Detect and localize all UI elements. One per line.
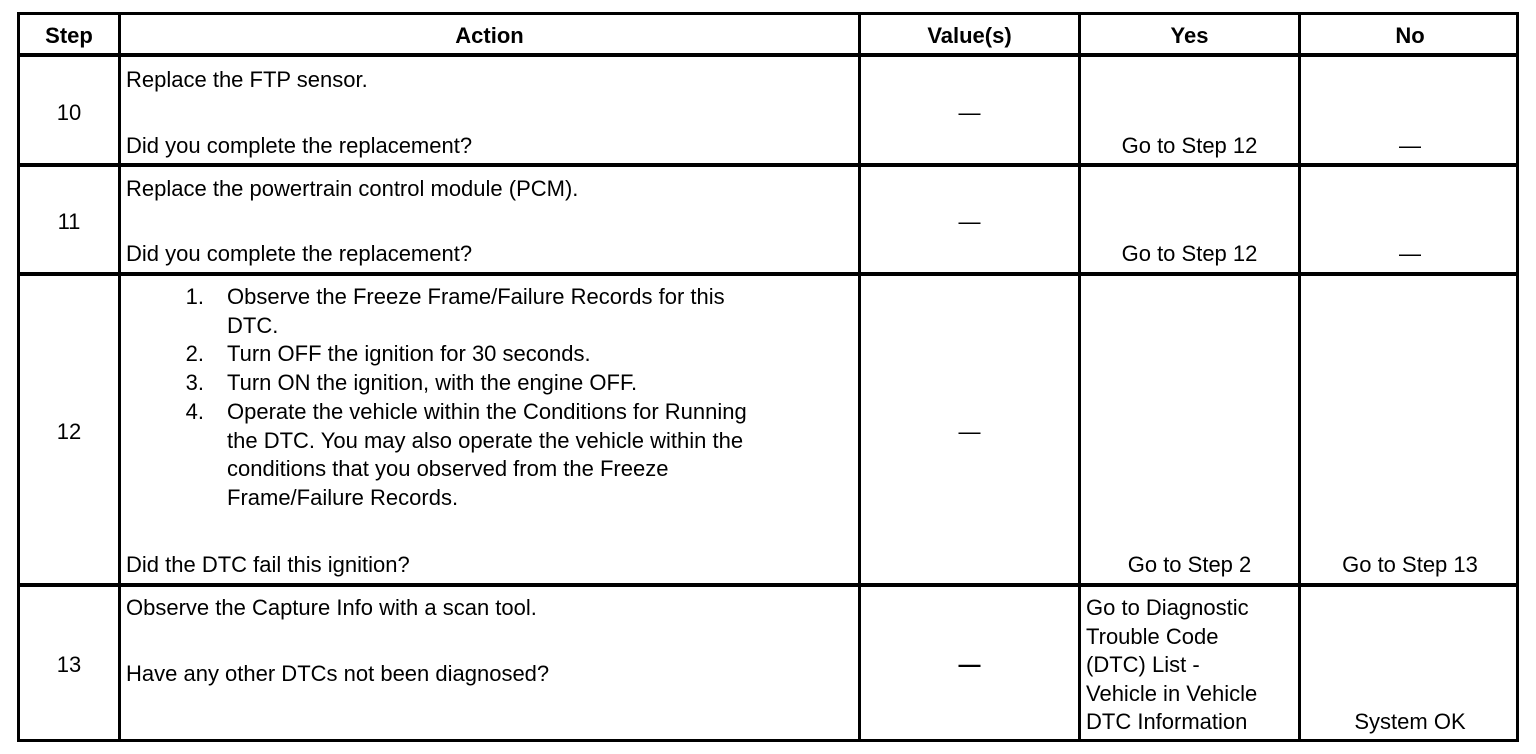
no-cell: System OK [1354,709,1466,734]
value-cell: — [958,100,981,125]
list-text [227,398,747,512]
list-item [180,369,638,398]
yes-cell: Go to Step 12 [1121,133,1258,158]
header-action: Action [455,23,524,48]
column-divider [118,15,121,739]
no-cell: — [1399,241,1421,266]
action-question: Did you complete the replacement? [126,133,473,158]
value-cell: — [958,652,981,677]
row-divider [20,163,1516,167]
list-item [180,398,747,510]
yes-line: DTC Information [1086,709,1248,734]
list-line: Turn ON the ignition, with the engine OFF. [227,370,638,395]
action-question: Did the DTC fail this ignition? [126,552,410,577]
value-cell: — [958,209,981,234]
list-number: 3. [185,370,204,395]
list-text [227,340,591,369]
yes-line: Trouble Code [1086,623,1219,649]
list-item [180,340,591,369]
row-divider [20,53,1516,57]
list-text [227,369,637,398]
column-divider [1078,15,1081,739]
step-number: 10 [56,100,82,125]
list-text [227,283,725,340]
yes-line: Vehicle in Vehicle [1086,680,1258,706]
action-question: Did you complete the replacement? [126,241,473,266]
yes-cell [1086,594,1257,737]
action-question: Have any other DTCs not been diagnosed? [126,661,550,686]
list-line: Operate the vehicle within the Conditions for Running [227,399,747,424]
step-number: 12 [56,419,82,444]
list-line: Turn OFF the ignition for 30 seconds. [227,341,591,366]
step-number: 13 [56,652,82,677]
action-text: Replace the FTP sensor. [126,67,368,92]
list-line: DTC. [227,312,279,338]
header-step: Step [45,23,93,48]
yes-line: (DTC) List - [1086,652,1200,677]
value-cell: — [958,419,981,444]
list-number: 2. [185,341,204,366]
header-values: Value(s) [927,23,1012,48]
no-cell: Go to Step 13 [1342,552,1478,577]
list-number: 1. [185,284,204,309]
action-text: Replace the powertrain control module (PCM). [126,176,579,201]
diagnostic-table [17,12,1519,742]
yes-cell: Go to Step 2 [1127,552,1252,577]
action-text: Observe the Capture Info with a scan tool. [126,595,537,620]
header-no: No [1395,23,1425,48]
row-divider [20,583,1516,587]
list-line: conditions that you observed from the Freeze [227,456,669,481]
step-number: 11 [57,209,81,234]
list-item [180,283,725,338]
list-line: the DTC. You may also operate the vehicle within the [227,427,744,453]
column-divider [1298,15,1301,739]
row-divider [20,272,1516,276]
header-yes: Yes [1170,23,1209,48]
yes-line: Go to Diagnostic [1086,595,1249,620]
list-line: Observe the Freeze Frame/Failure Records for this [227,284,725,309]
no-cell: — [1399,133,1421,158]
list-number: 4. [185,399,204,424]
list-line: Frame/Failure Records. [227,484,459,510]
yes-cell: Go to Step 12 [1121,241,1258,266]
